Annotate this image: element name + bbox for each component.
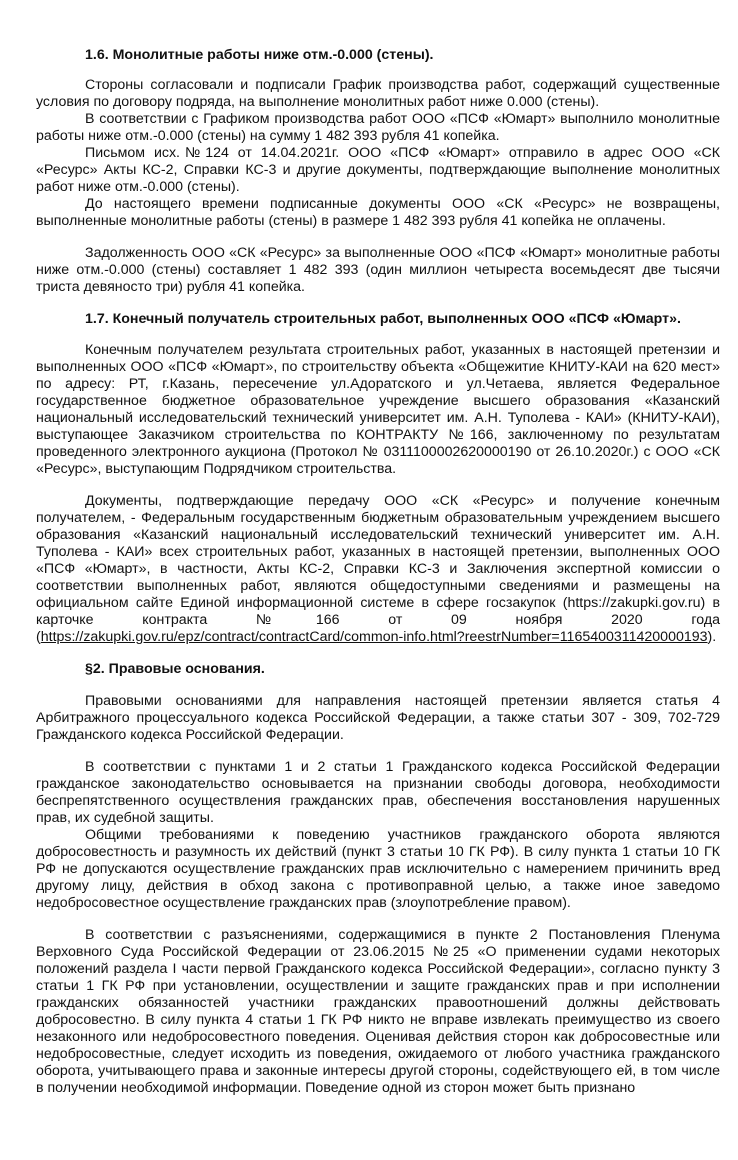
s17-paragraph-2 xyxy=(36,493,720,646)
s2-paragraph-3: Общими требованиями к поведению участников гражданского оборота являются добросовестность и разумность их действий (пункт 3 статьи 10 ГК РФ). В силу пункта 1 статьи 10 ГК РФ не допускаются осуществление гражданских прав исключительно с намерением причинить вред другому лицу, действия в обход закона с противоправной целью, а также иное заведомо недобросовестное осуществление гражданских прав (злоупотребление правом). xyxy=(36,827,720,911)
s16-paragraph-4: До настоящего времени подписанные документы ООО «СК «Ресурс» не возвращены, выполненные монолитные работы (стены) в размере 1 482 393 рубля 41 копейка не оплачены. xyxy=(36,196,720,229)
s17-paragraph-1: Конечным получателем результата строительных работ, указанных в настоящей претензии и выполненных ООО «ПСФ «Юмарт», по строительству объекта «Общежитие КНИТУ-КАИ на 620 мест» по адресу: РТ, г.Казань, пересечение ул.Адоратского и ул.Четаева, является Федеральное государственное бюджетное образовательное учреждение высшего образования «Казанский национальный исследовательский технический университет им. А.Н. Туполева - КАИ» (КНИТУ-КАИ), выступающее Заказчиком строительства по КОНТРАКТУ №166, заключенному по результатам проведенного электронного аукциона (Протокол № 0311100002620000190 от 26.10.2020г.) с ООО «СК «Ресурс», выступающим Подрядчиком строительства. xyxy=(36,342,720,477)
section-2-heading: §2. Правовые основания. xyxy=(85,661,265,677)
contract-card-link[interactable]: https://zakupki.gov.ru/epz/contract/contractCard/common-info.html?reestrNumber=1165400311420000193 xyxy=(40,629,708,645)
section-1-6-heading: 1.6. Монолитные работы ниже отм.-0.000 (стены). xyxy=(85,47,434,63)
s2-paragraph-4: В соответствии с разъяснениями, содержащимися в пункте 2 Постановления Пленума Верховного Суда Российской Федерации от 23.06.2015 №25 «О применении судами некоторых положений раздела I части первой Гражданского кодекса Российской Федерации», согласно пункту 3 статьи 1 ГК РФ при установлении, осуществлении и защите гражданских прав и при исполнении гражданских обязанностей участники гражданских правоотношений должны действовать добросовестно. В силу пункта 4 статьи 1 ГК РФ никто не вправе извлекать преимущество из своего незаконного или недобросовестного поведения. Оценивая действия сторон как добросовестные или недобросовестные, следует исходить из поведения, ожидаемого от любого участника гражданского оборота, учитывающего права и законные интересы другой стороны, содействующего ей, в том числе в получении необходимой информации. Поведение одной из сторон может быть признано xyxy=(36,927,720,1096)
s16-paragraph-5: Задолженность ООО «СК «Ресурс» за выполненные ООО «ПСФ «Юмарт» монолитные работы ниже отм.-0.000 (стены) составляет 1 482 393 (один миллион четыреста восемьдесят две тысячи триста девяносто три) рубля 41 копейка. xyxy=(36,245,720,295)
s16-paragraph-2: В соответствии с Графиком производства работ ООО «ПСФ «Юмарт» выполнило монолитные работы ниже отм.-0.000 (стены) на сумму 1 482 393 рубля 41 копейка. xyxy=(36,111,720,144)
s17-paragraph-2-text: Документы, подтверждающие передачу ООО «СК «Ресурс» и получение конечным получателем, - Федеральным государственным бюджетным образовательным учреждением высшего образования «Казанский национальный исследовательский технический университет им. А.Н. Туполева - КАИ» всех строительных работ, указанных в настоящей претензии, выполненных ООО «ПСФ «Юмарт», в частности, Акты КС-2, Справки КС-3 и Заключения экспертной комиссии о соответствии выполненных работ, являются общедоступными сведениями и размещены на официальном сайте Единой информационной системе в сфере госзакупок (https://zakupki.gov.ru) в карточке контракта №166 от 09 ноября 2020 года ( xyxy=(36,493,720,645)
s2-paragraph-1: Правовыми основаниями для направления настоящей претензии является статья 4 Арбитражного процессуального кодекса Российской Федерации, а также статьи 307 - 309, 702-729 Гражданского кодекса Российской Федерации. xyxy=(36,693,720,743)
s16-paragraph-3: Письмом исх.№124 от 14.04.2021г. ООО «ПСФ «Юмарт» отправило в адрес ООО «СК «Ресурс» Акты КС-2, Справки КС-3 и другие документы, подтверждающие выполнение монолитных работ ниже отм.-0.000 (стены). xyxy=(36,145,720,195)
section-1-7-heading: 1.7. Конечный получатель строительных работ, выполненных ООО «ПСФ «Юмарт». xyxy=(85,311,681,327)
s2-paragraph-2: В соответствии с пунктами 1 и 2 статьи 1 Гражданского кодекса Российской Федерации гражданское законодательство основывается на признании свободы договора, необходимости беспрепятственного осуществления гражданских прав, обеспечения восстановления нарушенных прав, их судебной защиты. xyxy=(36,759,720,826)
s16-paragraph-1: Стороны согласовали и подписали График производства работ, содержащий существенные условия по договору подряда, на выполнение монолитных работ ниже 0.000 (стены). xyxy=(36,77,720,110)
s17-paragraph-2-end: ). xyxy=(707,629,717,645)
